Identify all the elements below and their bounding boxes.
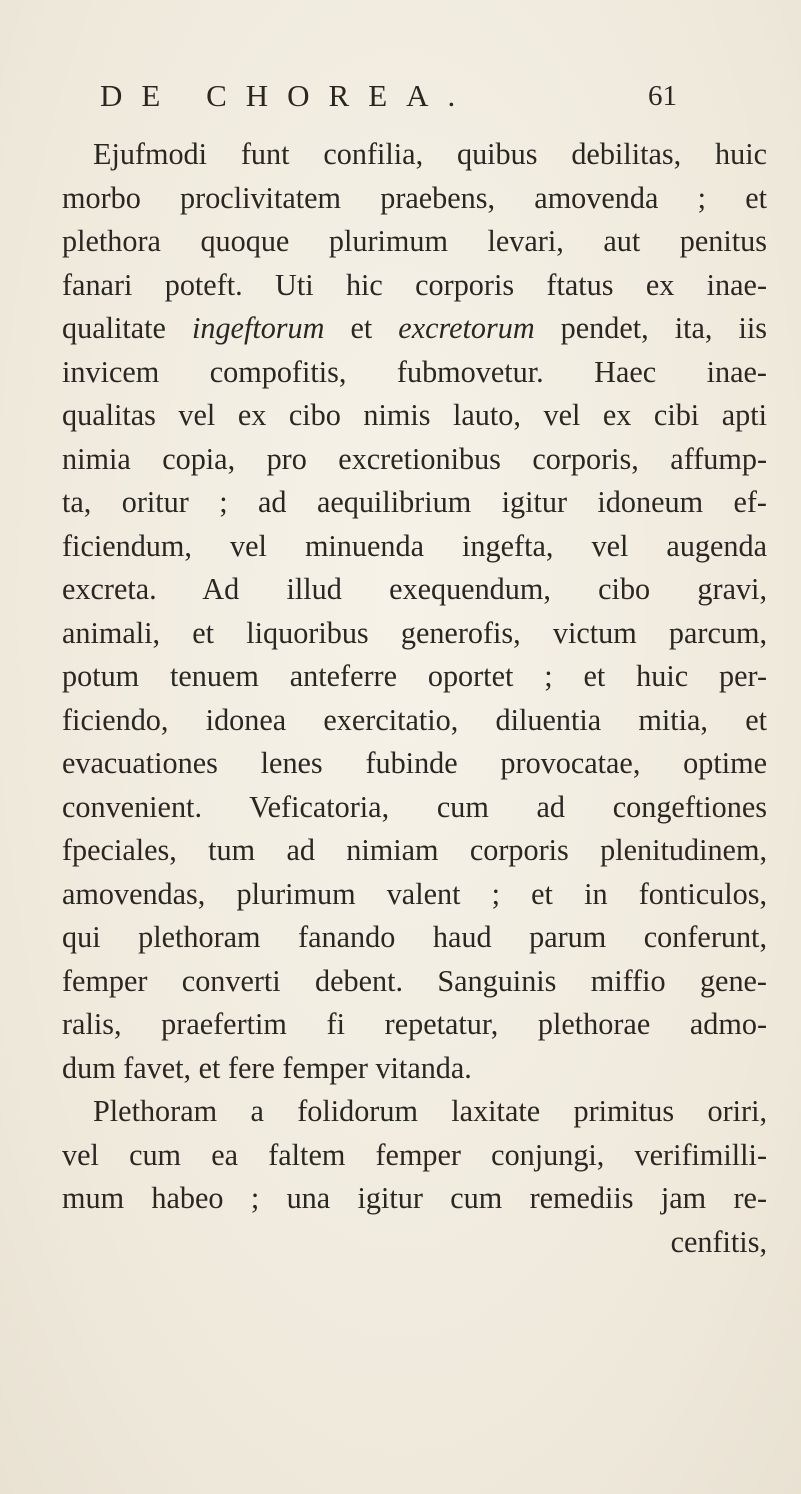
page-number: 61: [648, 80, 677, 112]
text-line: mum habeo ; una igitur cum remediis jam re-: [62, 1181, 767, 1215]
running-title: DE CHOREA.: [100, 78, 475, 113]
text-line: Ejufmodi funt confilia, quibus debilitas, huic: [93, 137, 767, 171]
body-text: [62, 133, 767, 1264]
text-line: [62, 307, 767, 351]
text-line: potum tenuem anteferre oportet ; et huic per-: [62, 659, 767, 693]
text-line: nimia copia, pro excretionibus corporis, affump-: [62, 441, 767, 476]
text-run: qualitate: [62, 311, 192, 345]
text-run: pendet, ita, iis: [534, 311, 767, 345]
text-line: dum favet, et fere femper vitanda.: [62, 1050, 472, 1085]
text-line: plethora quoque plurimum levari, aut penitus: [62, 224, 767, 258]
text-line: ralis, praefertim fi repetatur, plethorae admo-: [62, 1007, 767, 1041]
text-line: invicem compofitis, fubmovetur. Haec inae-: [62, 354, 767, 389]
text-line: Plethoram a folidorum laxitate primitus oriri,: [93, 1094, 767, 1128]
text-line: ficiendum, vel minuenda ingefta, vel augenda: [62, 528, 767, 563]
text-line: animali, et liquoribus generofis, victum parcum,: [62, 615, 767, 650]
text-line: morbo proclivitatem praebens, amovenda ; et: [62, 180, 767, 215]
text-line: femper converti debent. Sanguinis miffio gene-: [62, 963, 767, 998]
running-head: [0, 78, 801, 118]
text-line: fanari poteft. Uti hic corporis ftatus ex inae-: [62, 267, 767, 302]
text-line: convenient. Veficatoria, cum ad congeftiones: [62, 789, 767, 824]
catchword: cenfitis,: [670, 1224, 767, 1259]
text-line: qualitas vel ex cibo nimis lauto, vel ex cibi apti: [62, 398, 767, 432]
text-run: et: [324, 311, 399, 345]
italic-term: ingeftorum: [191, 311, 325, 345]
text-line: vel cum ea faltem femper conjungi, verifimilli-: [62, 1137, 767, 1172]
text-line: fpeciales, tum ad nimiam corporis plenitudinem,: [62, 833, 767, 867]
text-line: evacuationes lenes fubinde provocatae, optime: [62, 746, 767, 780]
text-line: ta, oritur ; ad aequilibrium igitur idoneum ef-: [62, 485, 767, 519]
text-line: ficiendo, idonea exercitatio, diluentia mitia, et: [62, 702, 767, 737]
text-line: qui plethoram fanando haud parum conferunt,: [62, 920, 767, 954]
text-line: excreta. Ad illud exequendum, cibo gravi,: [62, 572, 767, 606]
italic-term: excretorum: [398, 311, 535, 345]
text-line: amovendas, plurimum valent ; et in fonticulos,: [62, 876, 767, 911]
